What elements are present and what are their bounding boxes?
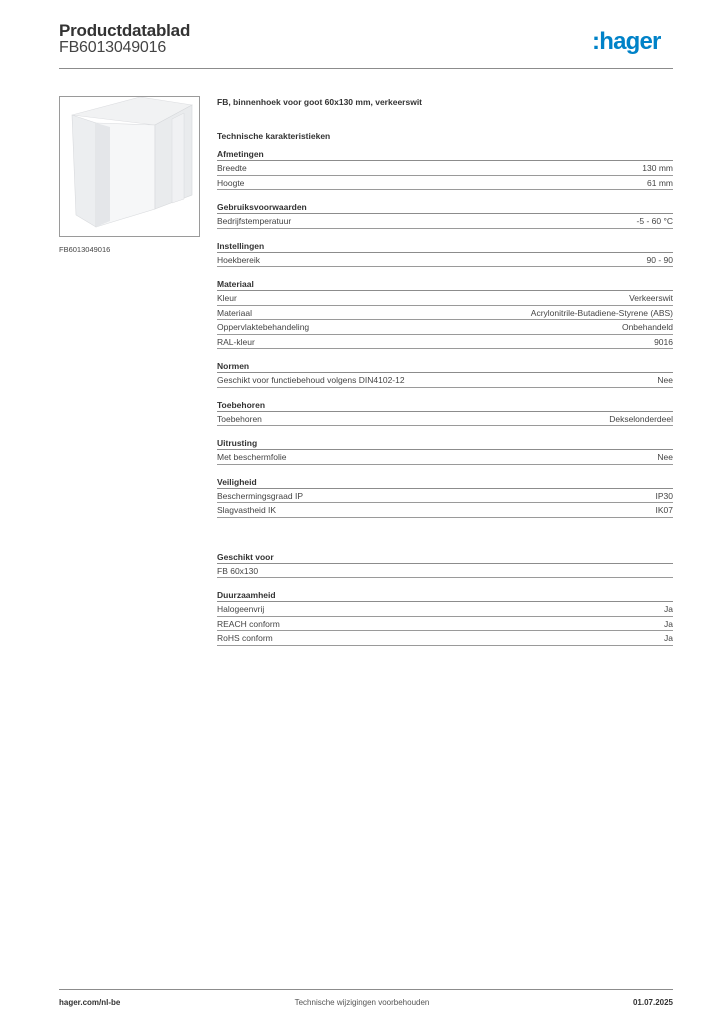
spec-content <box>217 97 673 656</box>
spec-value: -5 - 60 °C <box>636 216 673 226</box>
image-caption: FB6013049016 <box>59 245 111 254</box>
spec-group <box>217 239 673 268</box>
spec-group <box>217 200 673 229</box>
spec-group <box>217 277 673 349</box>
spec-value: 90 - 90 <box>646 254 673 265</box>
spec-label: Hoogte <box>217 177 245 188</box>
spec-row <box>217 602 673 617</box>
spec-row <box>217 503 673 518</box>
spec-row <box>217 564 673 579</box>
spec-label: Toebehoren <box>217 413 262 424</box>
spec-label: Kleur <box>217 293 237 303</box>
header-divider <box>59 68 673 69</box>
spec-value: IK07 <box>655 505 673 515</box>
spec-label: RAL-kleur <box>217 336 255 347</box>
spec-row <box>217 373 673 388</box>
spec-label: Slagvastheid IK <box>217 505 277 515</box>
spec-row <box>217 617 673 632</box>
spec-value: Dekselonderdeel <box>609 413 673 424</box>
product-image <box>59 96 200 237</box>
footer-divider <box>59 989 673 990</box>
spec-label: REACH conform <box>217 618 280 629</box>
logo-text: hager <box>599 28 661 55</box>
group-title: Afmetingen <box>217 147 673 161</box>
logo-mark: : <box>592 28 600 55</box>
article-number: FB6013049016 <box>59 39 167 56</box>
spec-label: Hoekbereik <box>217 254 260 265</box>
spec-group <box>217 359 673 388</box>
spec-value: 9016 <box>654 336 673 347</box>
group-title: Uitrusting <box>217 436 673 450</box>
spec-label: Oppervlaktebehandeling <box>217 322 310 332</box>
spec-group <box>217 550 673 579</box>
spec-row <box>217 161 673 176</box>
spec-label: Bedrijfstemperatuur <box>217 216 292 226</box>
group-title: Instellingen <box>217 239 673 253</box>
spec-value: IP30 <box>655 490 673 501</box>
spec-value: Ja <box>664 618 673 629</box>
group-title: Normen <box>217 359 673 373</box>
spec-row <box>217 176 673 191</box>
spec-value: Ja <box>664 604 673 614</box>
spec-value: Verkeerswit <box>629 293 673 303</box>
group-title: Gebruiksvoorwaarden <box>217 200 673 214</box>
page-title: Productdatablad <box>59 21 191 40</box>
spec-label: Geschikt voor functiebehoud volgens DIN4102-12 <box>217 375 405 385</box>
spec-row <box>217 253 673 268</box>
spec-label: Materiaal <box>217 307 252 318</box>
footer-website: hager.com/nl-be <box>59 998 121 1007</box>
spec-label: FB 60x130 <box>217 565 259 576</box>
section-title: Technische karakteristieken <box>217 131 331 141</box>
spec-value: Nee <box>657 375 673 385</box>
spec-row <box>217 291 673 306</box>
spec-value: Onbehandeld <box>621 322 673 332</box>
hager-logo <box>592 28 661 56</box>
spec-value: Acrylonitrile-Butadiene-Styrene (ABS) <box>530 307 673 318</box>
spec-value: 130 mm <box>642 163 673 173</box>
group-title: Duurzaamheid <box>217 588 673 602</box>
corner-piece-illustration <box>60 97 199 236</box>
spec-row <box>217 214 673 229</box>
spec-row <box>217 412 673 427</box>
group-title: Materiaal <box>217 277 673 291</box>
spec-value: Ja <box>664 633 673 643</box>
spec-group <box>217 147 673 190</box>
spec-row <box>217 306 673 321</box>
product-description: FB, binnenhoek voor goot 60x130 mm, verkeerswit <box>217 97 423 107</box>
spec-group <box>217 398 673 427</box>
spec-groups <box>217 147 673 518</box>
spec-row <box>217 320 673 335</box>
spec-row <box>217 489 673 504</box>
spec-label: Beschermingsgraad IP <box>217 490 303 501</box>
spec-label: RoHS conform <box>217 633 273 643</box>
group-title: Veiligheid <box>217 475 673 489</box>
spec-group <box>217 475 673 518</box>
footer-notice: Technische wijzigingen voorbehouden <box>294 998 430 1007</box>
footer-date: 01.07.2025 <box>632 998 673 1007</box>
spec-label: Breedte <box>217 163 247 173</box>
extra-groups <box>217 550 673 646</box>
spec-value: Nee <box>657 452 673 462</box>
spec-group <box>217 588 673 646</box>
group-title: Toebehoren <box>217 398 673 412</box>
spec-row <box>217 631 673 646</box>
spec-group <box>217 436 673 465</box>
spec-row <box>217 450 673 465</box>
group-title: Geschikt voor <box>217 550 673 564</box>
spec-value: 61 mm <box>647 177 673 188</box>
spec-label: Met beschermfolie <box>217 452 287 462</box>
spec-row <box>217 335 673 350</box>
spec-label: Halogeenvrij <box>217 604 265 614</box>
